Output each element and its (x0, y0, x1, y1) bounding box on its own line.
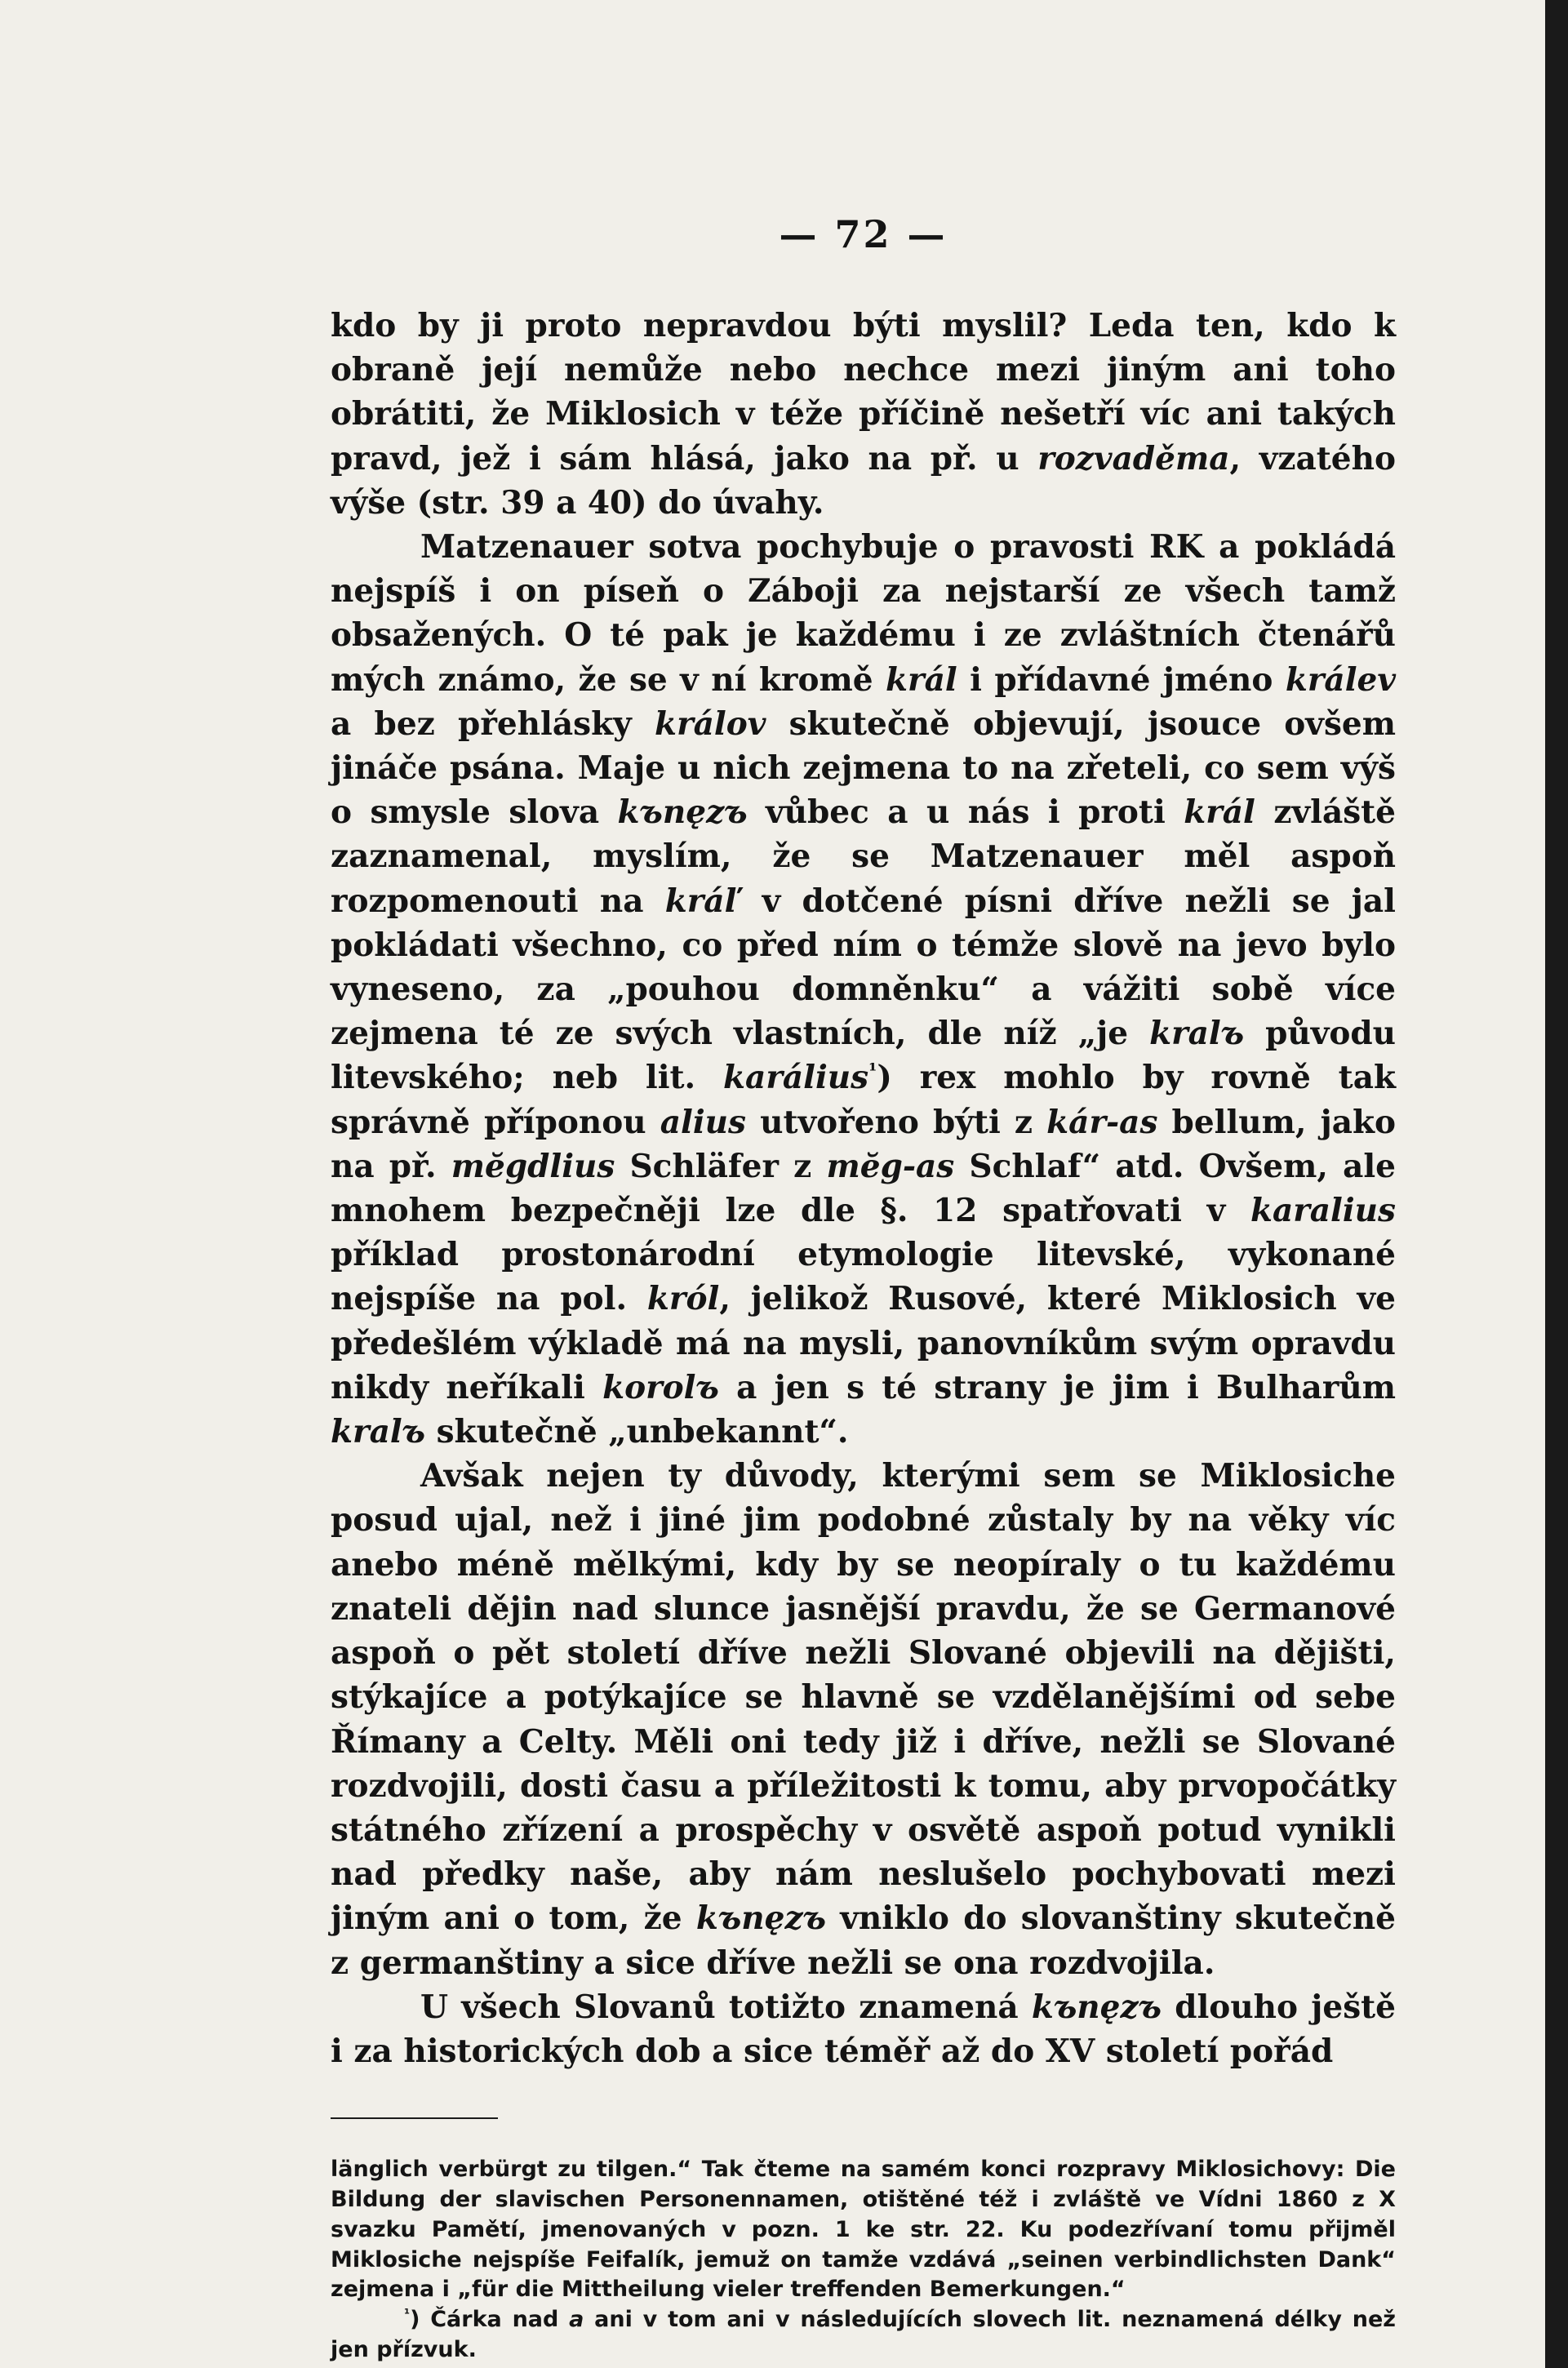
paragraph-4 (331, 1985, 1396, 2073)
emphasized-word: mĕg-as (826, 1147, 955, 1185)
text-run: , vzatého výše (str. 39 a 40) do úvahy. (331, 439, 1396, 522)
text-run: dlouho ještě i za historických dob a sice téměř až do XV století pořád (331, 1988, 1396, 2070)
text-run: , jelikož Rusové, které Miklosich ve předešlém výkladě má na mysli, panovníkům svým opravdu nikdy neříkali (331, 1280, 1396, 1406)
footnote-separator (331, 2117, 498, 2119)
emphasized-word: kár-as (1046, 1103, 1158, 1141)
text-run: v dotčené písni dříve nežli se jal pokládati všechno, co před ním o témže slově na jevo bylo vyneseno, za „pouhou domněnku“ a vážiti sobě více zejmena té ze svých vlastních, dle níž „je (331, 882, 1396, 1053)
footnotes (331, 2155, 1396, 2366)
text-run: ) Čárka nad (410, 2307, 570, 2333)
emphasized-word: korolъ (602, 1368, 719, 1406)
emphasized-word: mĕgdlius (451, 1147, 615, 1185)
text-run: kdo by ji proto nepravdou býti myslil? Leda ten, kdo k obraně její nemůže nebo nechce mezi jiným ani toho obrátiti, že Miklosich v téže příčině nešetří víc ani takých pravd, jež i sám hlásá, jako na př. u (331, 307, 1396, 478)
paragraph-2 (331, 525, 1396, 1454)
text-run: Schlaf“ atd. Ovšem, ale mnohem bezpečněji lze dle §. 12 spatřovati v (331, 1147, 1396, 1230)
emphasized-word: kralъ (1149, 1015, 1245, 1053)
emphasized-word: kъnęzъ (617, 793, 748, 832)
text-run: utvořeno býti z (745, 1103, 1047, 1141)
emphasized-word: králev (1285, 660, 1396, 699)
emphasized-word: alius (660, 1103, 746, 1141)
emphasized-word: kъnęzъ (1031, 1988, 1162, 2026)
emphasized-word: kъnęzъ (695, 1899, 826, 1938)
emphasized-word: król (646, 1280, 720, 1318)
emphasized-word: rozvaděma (1037, 439, 1230, 478)
text-run: ) rex mohlo by rovně tak správně příponou (331, 1059, 1396, 1141)
page-number: — 72 — (779, 212, 948, 256)
paragraph-3 (331, 1454, 1396, 1984)
emphasized-word: kráľ (664, 882, 741, 920)
text-run: příklad prostonárodní etymologie litevské, vykonané nejspíše na pol. (331, 1236, 1396, 1318)
footnote-1 (331, 2155, 1396, 2305)
text-run: Schläfer z (615, 1147, 827, 1185)
text-run: skutečně „unbekannt“. (425, 1413, 849, 1451)
text-run: U všech Slovanů totižto znamená (420, 1988, 1032, 2026)
text-run: původu litevského; neb lit. (331, 1015, 1396, 1097)
emphasized-word: a (569, 2307, 584, 2333)
book-page (331, 212, 1396, 2366)
emphasized-word: král (886, 660, 957, 699)
emphasized-word: karalius (1250, 1192, 1396, 1230)
text-run: ani v tom ani v následujících slovech lit. neznamená délky než jen přízvuk. (331, 2307, 1396, 2362)
text-run: länglich verbürgt zu tilgen.“ Tak čteme na samém konci rozpravy Miklosichovy: Die Bildung der slavischen Personennamen, otištěné též i zvláště ve Vídni 1860 z X svazku Pamětí, jmenovaných v pozn. 1 ke str. 22. Ku podezřívaní tomu přijměl Miklosiche nejspíše Feifalík, jemuž on tamže vzdává „seinen verbindlichsten Dank“ zejmena i „für die Mittheilung vieler treffenden Bemerkungen.“ (331, 2157, 1396, 2303)
text-run: vůbec a u nás i proti (747, 793, 1184, 832)
emphasized-word: králov (655, 704, 766, 743)
emphasized-word: král (1184, 793, 1255, 832)
text-run: i přídavné jméno (957, 660, 1286, 699)
footnote-marker: ¹ (404, 2306, 411, 2322)
emphasized-word: karálius (723, 1059, 869, 1097)
scan-dark-edge (1545, 0, 1568, 2368)
emphasized-word: kralъ (331, 1413, 426, 1451)
main-text (331, 304, 1396, 2073)
text-run: a jen s té strany je jim i Bulharům (718, 1368, 1396, 1406)
footnote-marker: ¹ (868, 1059, 877, 1082)
text-run: Avšak nejen ty důvody, kterými sem se Miklosiche posud ujal, než i jiné jim podobné zůstaly by na věky víc anebo méně mělkými, kdy by se neopíraly o tu každému znateli dějin nad slunce jasnější pravdu, že se Germanové aspoň o pět století dříve nežli Slované objevili na dějišti, stýkajíce a potýkajíce se hlavně se vzdělanějšími od sebe Římany a Celty. Měli oni tedy již i dříve, nežli se Slované rozdvojili, dosti času a příležitosti k tomu, aby prvopočátky státného zřízení a prospěchy v osvětě aspoň potud vynikli nad předky naše, aby nám neslušelo pochybovati mezi jiným ani o tom, že (331, 1457, 1396, 1938)
text-run: vniklo do slovanštiny skutečně z germanštiny a sice dříve nežli se ona rozdvojila. (331, 1899, 1396, 1982)
footnote-2 (331, 2305, 1396, 2366)
text-run: skutečně objevují, jsouce ovšem jináče psána. Maje u nich zejmena to na zřeteli, co sem výš o smysle slova (331, 704, 1396, 832)
paragraph-1 (331, 304, 1396, 525)
text-run: zvláště zaznamenal, myslím, že se Matzenauer měl aspoň rozpomenouti na (331, 793, 1396, 920)
text-run: bellum, jako na př. (331, 1103, 1396, 1185)
text-run: Matzenauer sotva pochybuje o pravosti RK a pokládá nejspíš i on píseň o Záboji za nejstarší ze všech tamž obsažených. O té pak je každému i ze zvláštních čtenářů mých známo, že se v ní kromě (331, 528, 1396, 699)
text-run: a bez přehlásky (331, 704, 655, 743)
